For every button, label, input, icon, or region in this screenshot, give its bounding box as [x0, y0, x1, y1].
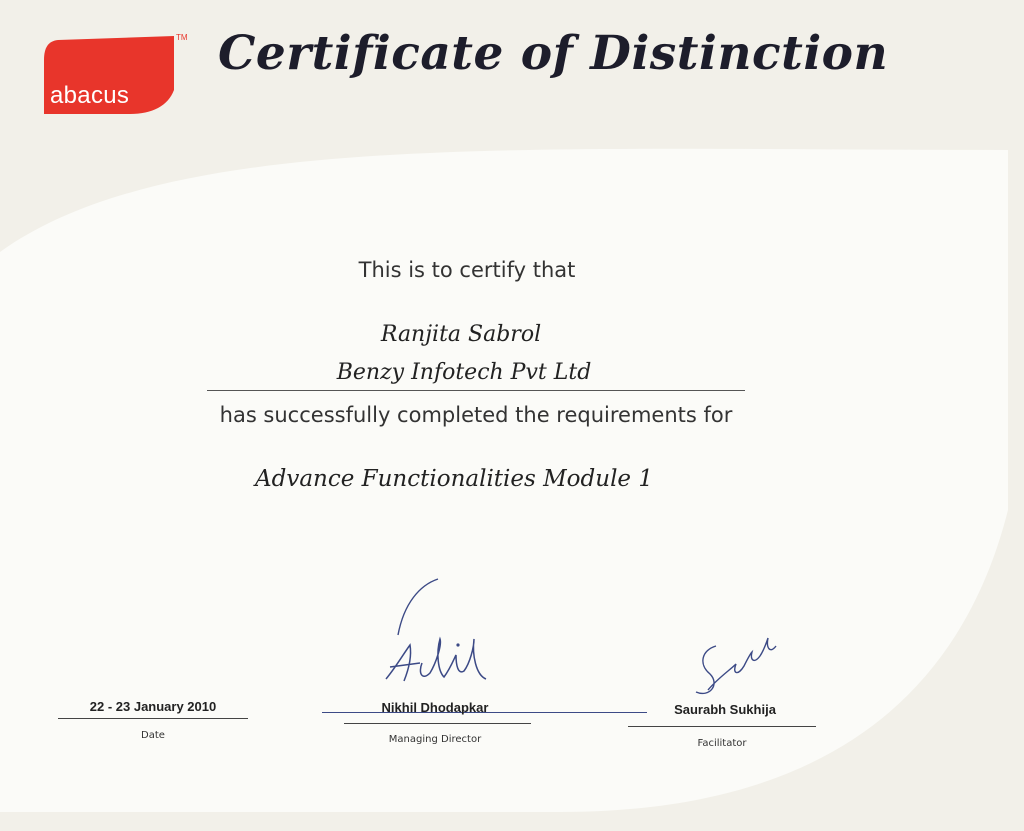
managing-director-underline [344, 723, 531, 724]
logo-text: abacus [50, 82, 130, 109]
managing-director-label: Managing Director [388, 734, 482, 745]
date-value: 22 - 23 January 2010 [89, 699, 217, 714]
facilitator-signature [688, 630, 788, 710]
certify-text: This is to certify that [358, 258, 576, 282]
course-name: Advance Functionalities Module 1 [255, 466, 653, 492]
facilitator-label: Facilitator [697, 738, 747, 749]
completion-text: has successfully completed the requirements for [219, 403, 733, 427]
recipient-company: Benzy Infotech Pvt Ltd [336, 360, 592, 385]
date-line [58, 718, 248, 719]
date-label: Date [141, 730, 165, 741]
certificate-title: Certificate of Distinction [218, 26, 889, 81]
facilitator-line [628, 726, 816, 727]
managing-director-name: Nikhil Dhodapkar [381, 700, 489, 715]
trademark-mark: TM [176, 33, 188, 42]
facilitator-name: Saurabh Sukhija [674, 702, 776, 717]
recipient-name: Ranjita Sabrol [380, 322, 542, 347]
recipient-underline [207, 390, 745, 391]
managing-director-signature [370, 575, 510, 695]
